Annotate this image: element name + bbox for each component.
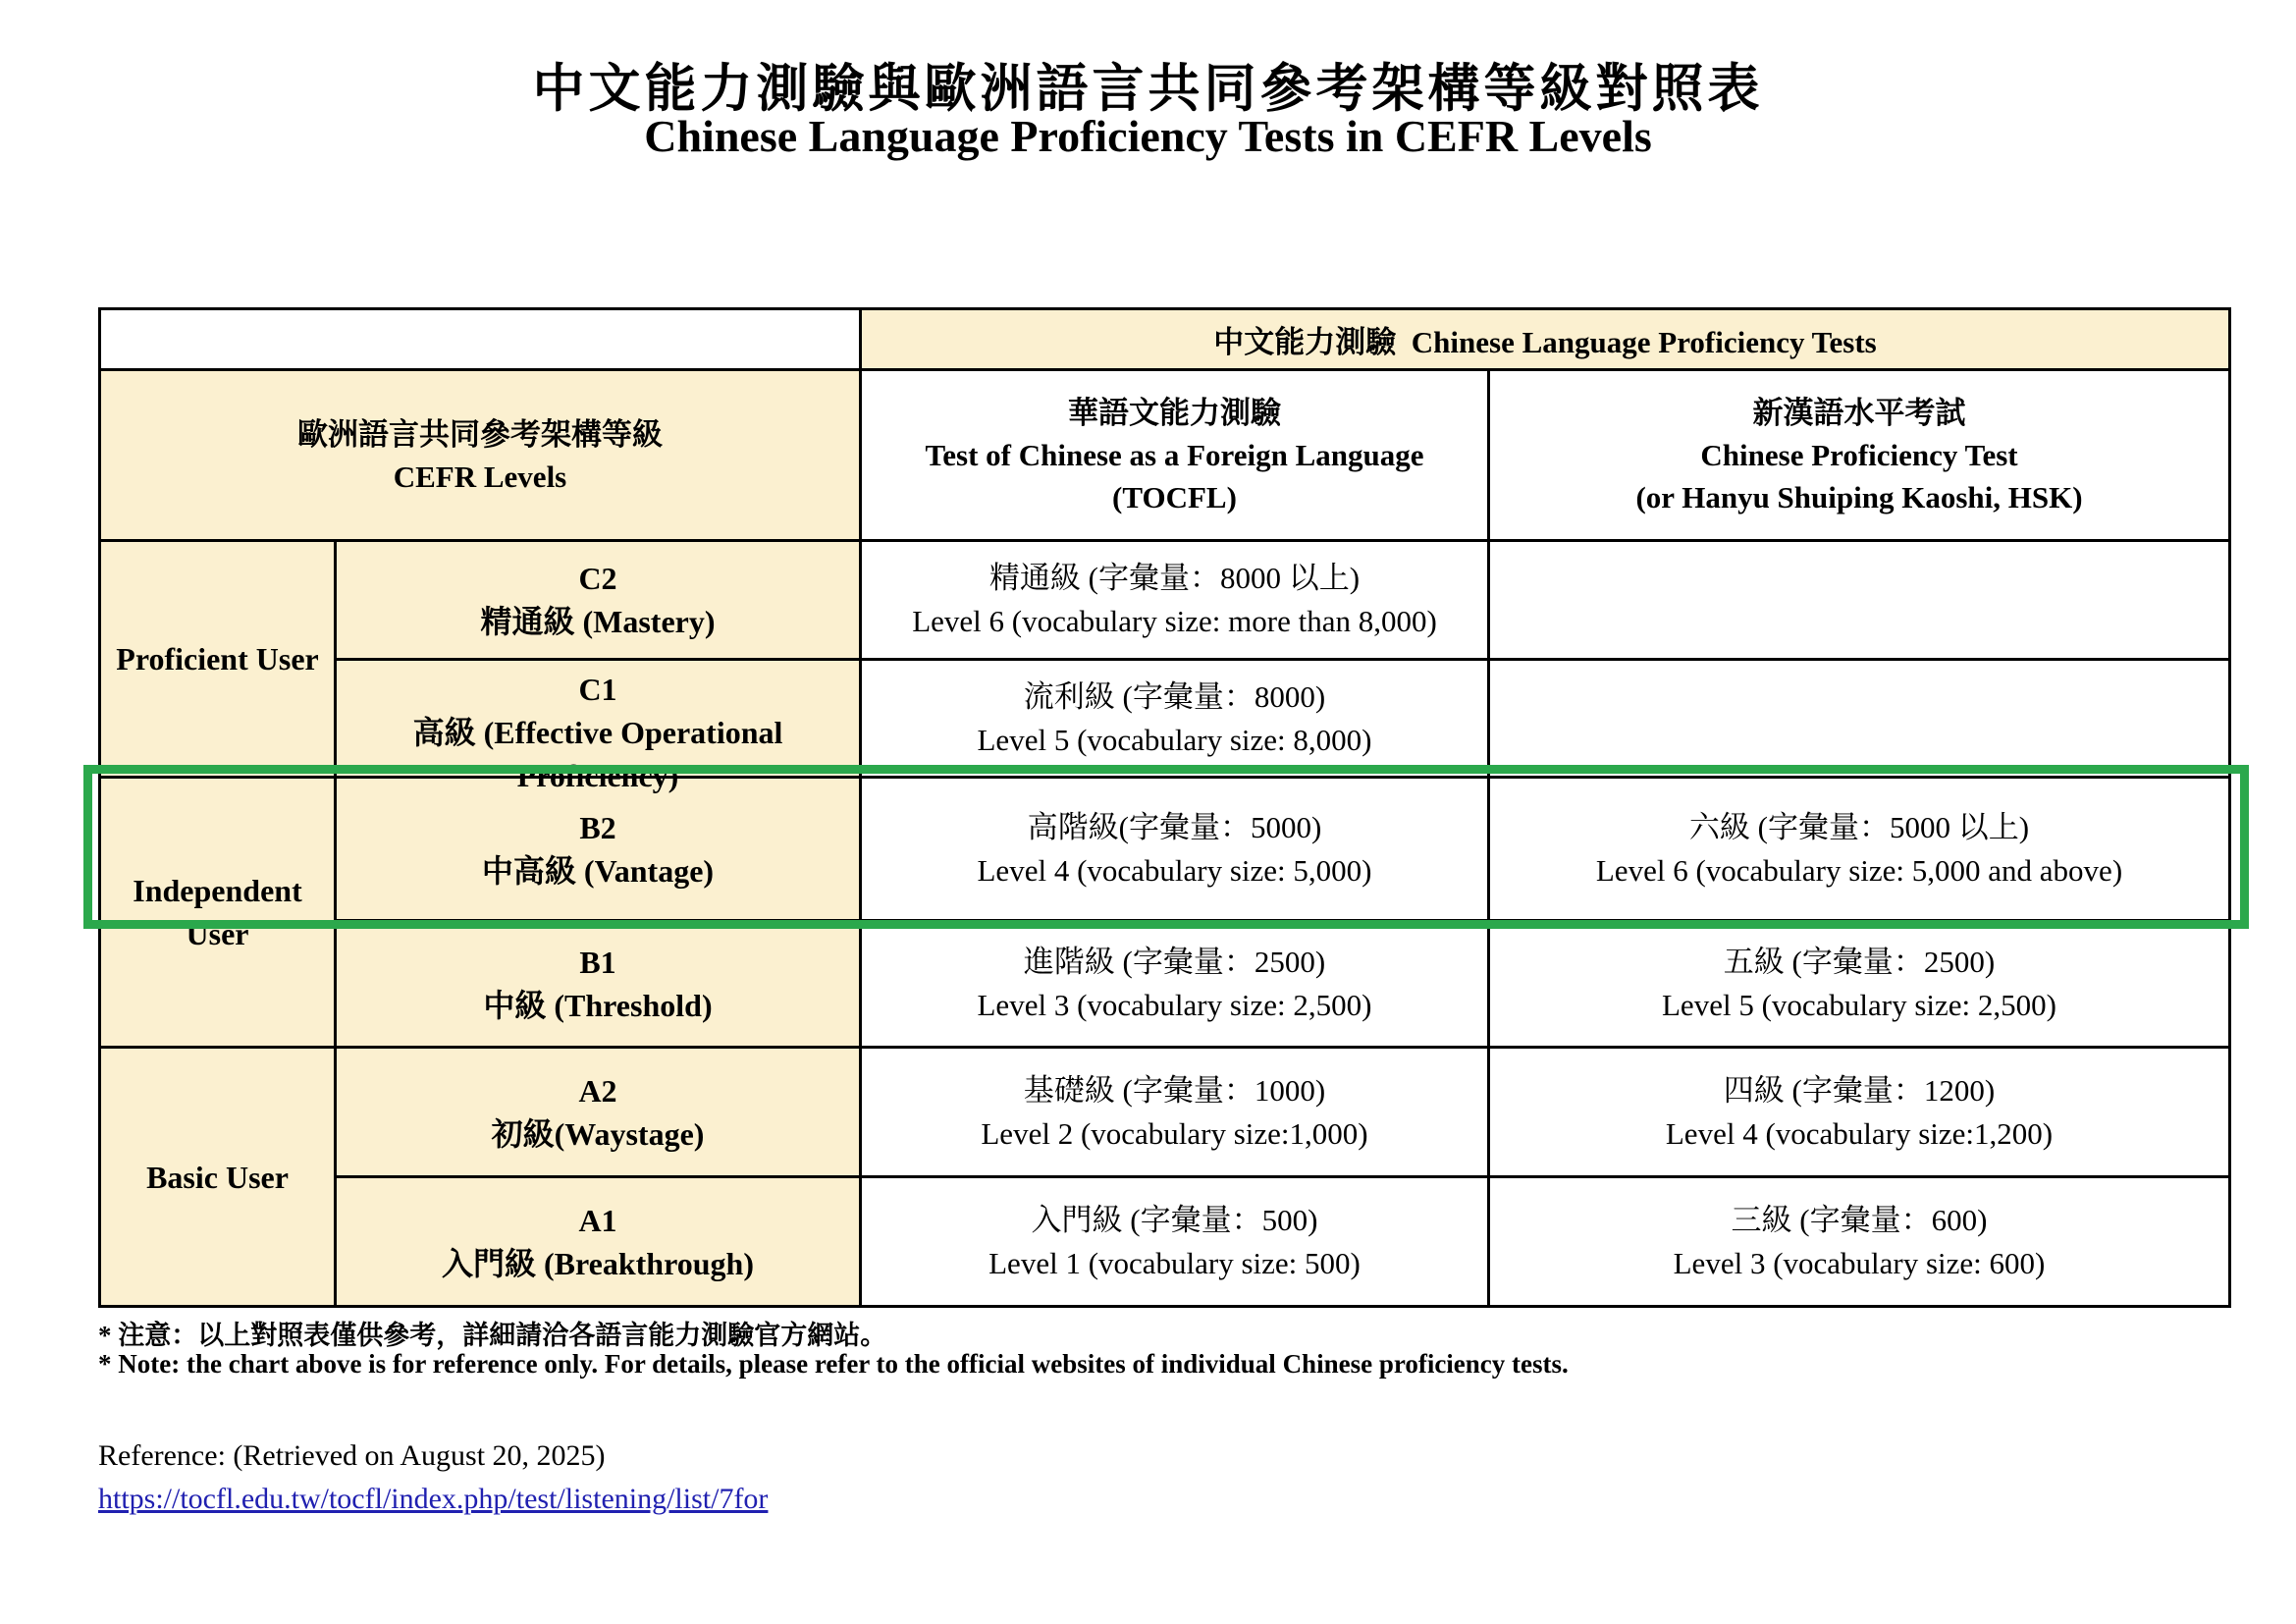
cell-a2-level: A2 初級(Waystage) [336, 1048, 861, 1177]
cell-b1-level: B1 中級 (Threshold) [336, 921, 861, 1048]
table-row-b1 [100, 921, 2230, 1048]
header-cefr-en: CEFR Levels [393, 459, 567, 494]
page-title-zh: 中文能力測驗與歐洲語言共同參考架構等級對照表 [532, 61, 1764, 118]
header-hsk [1489, 370, 2230, 541]
header-tocfl-zh: 華語文能力測驗 [1068, 396, 1281, 430]
group-proficient-user: Proficient User [100, 541, 336, 778]
cell-a1-level: A1 入門級 (Breakthrough) [336, 1177, 861, 1307]
header-cefr-zh: 歐洲語言共同參考架構等級 [297, 416, 663, 452]
header-tocfl-en2: (TOCFL) [1112, 480, 1237, 514]
group-basic-user: Basic User [100, 1048, 336, 1307]
cell-b1-hsk: 五級 (字彙量：2500) Level 5 (vocabulary size: 2,500) [1489, 921, 2230, 1048]
cell-a1-hsk: 三級 (字彙量：600) Level 3 (vocabulary size: 600) [1489, 1177, 2230, 1307]
cell-a1-tocfl: 入門級 (字彙量：500) Level 1 (vocabulary size: 500) [861, 1177, 1489, 1307]
note-zh: * 注意：以上對照表僅供參考，詳細請洽各語言能力測驗官方網站。 [98, 1321, 887, 1350]
header-cefr [100, 370, 861, 541]
cell-b2-level: B2 中高級 (Vantage) [336, 778, 861, 921]
cell-b2-hsk: 六級 (字彙量：5000 以上) Level 6 (vocabulary size: 5,000 and above) [1489, 778, 2230, 921]
top-header-cell [861, 309, 2230, 370]
group-independent-user: Independent User [100, 778, 336, 1048]
cell-b1-tocfl: 進階級 (字彙量：2500) Level 3 (vocabulary size: 2,500) [861, 921, 1489, 1048]
table-row-a1 [100, 1177, 2230, 1307]
cell-c1-tocfl: 流利級 (字彙量：8000) Level 5 (vocabulary size: 8,000) [861, 660, 1489, 778]
reference-link[interactable]: https://tocfl.edu.tw/tocfl/index.php/test/listening/list/7for [98, 1483, 769, 1515]
proficiency-comparison-table [98, 307, 2231, 1308]
header-hsk-zh: 新漢語水平考試 [1752, 396, 1966, 430]
header-tocfl [861, 370, 1489, 541]
cell-b2-tocfl: 高階級(字彙量：5000) Level 4 (vocabulary size: 5,000) [861, 778, 1489, 921]
cell-a2-tocfl: 基礎級 (字彙量：1000) Level 2 (vocabulary size:1,000) [861, 1048, 1489, 1177]
table-row-c2 [100, 541, 2230, 660]
top-header-label: 中文能力測驗 Chinese Language Proficiency Tests [1213, 325, 1877, 359]
empty-corner-cell [100, 309, 861, 370]
reference-label: Reference: (Retrieved on August 20, 2025) [98, 1439, 606, 1472]
header-hsk-en2: (or Hanyu Shuiping Kaoshi, HSK) [1635, 480, 2083, 514]
header-hsk-en1: Chinese Proficiency Test [1700, 438, 2018, 472]
cell-c2-hsk [1489, 541, 2230, 660]
table-row-a2 [100, 1048, 2230, 1177]
cell-c1-hsk [1489, 660, 2230, 778]
table-row-b2 [100, 778, 2230, 921]
header-tocfl-en1: Test of Chinese as a Foreign Language [925, 438, 1424, 472]
table-row-c1 [100, 660, 2230, 778]
cell-c2-level: C2 精通級 (Mastery) [336, 541, 861, 660]
page-title-en: Chinese Language Proficiency Tests in CEFR Levels [644, 111, 1652, 161]
cell-a2-hsk: 四級 (字彙量：1200) Level 4 (vocabulary size:1,200) [1489, 1048, 2230, 1177]
cell-c2-tocfl: 精通級 (字彙量：8000 以上) Level 6 (vocabulary size: more than 8,000) [861, 541, 1489, 660]
note-en: * Note: the chart above is for reference only. For details, please refer to the official websites of individual Chinese proficiency tests. [98, 1349, 1569, 1379]
cell-c1-level: C1 高級 (Effective Operational Proficiency) [336, 660, 861, 778]
